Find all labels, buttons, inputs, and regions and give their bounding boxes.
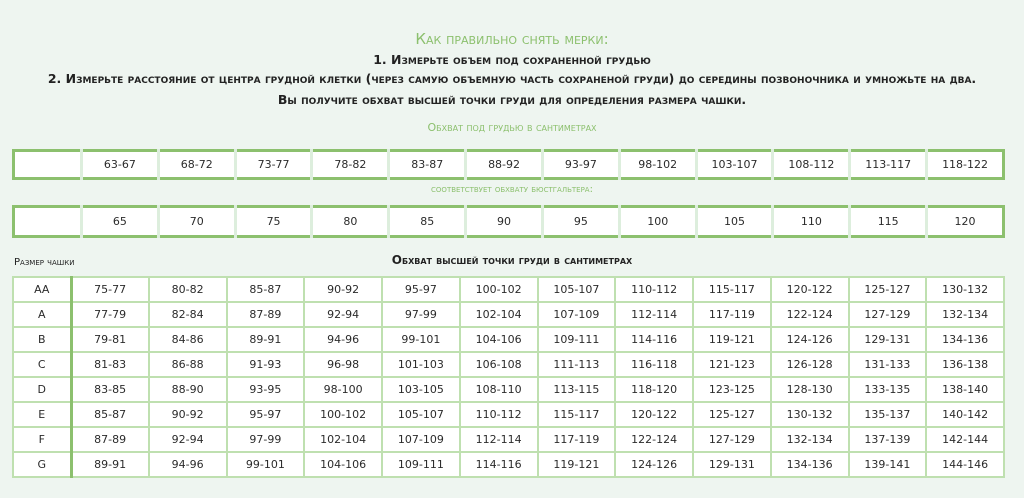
bust-range-cell: 106-108: [460, 352, 538, 377]
underbust-row: [14, 151, 1004, 179]
bust-range-cell: 89-91: [227, 327, 305, 352]
cup-size-cell: A: [13, 302, 71, 327]
bust-range-cell: 123-125: [693, 377, 771, 402]
underbust-cell: 83-87: [389, 151, 466, 179]
bust-range-cell: 129-131: [693, 452, 771, 477]
bust-range-cell: 132-134: [771, 427, 849, 452]
bust-range-cell: 95-97: [382, 277, 460, 302]
bust-range-cell: 130-132: [771, 402, 849, 427]
bust-range-cell: 99-101: [227, 452, 305, 477]
bust-range-cell: 119-121: [693, 327, 771, 352]
band-table: [12, 205, 1005, 238]
bust-range-cell: 114-116: [460, 452, 538, 477]
cup-size-cell: E: [13, 402, 71, 427]
bust-range-cell: 127-129: [849, 302, 927, 327]
instruction-step-3: Вы получите обхват высшей точки груди для определения размера чашки.: [277, 92, 747, 107]
bust-range-cell: 117-119: [693, 302, 771, 327]
bust-range-cell: 90-92: [149, 402, 227, 427]
band-size-cell: 85: [389, 207, 466, 237]
bust-range-cell: 142-144: [926, 427, 1004, 452]
band-size-cell: 65: [82, 207, 159, 237]
bust-range-cell: 127-129: [693, 427, 771, 452]
underbust-label: Обхват под грудью в сантиметрах: [427, 121, 597, 134]
bust-range-cell: 96-98: [304, 352, 382, 377]
bust-range-cell: 77-79: [71, 302, 149, 327]
underbust-cell: 63-67: [82, 151, 159, 179]
band-size-cell: 120: [954, 215, 976, 228]
bust-range-cell: 125-127: [849, 277, 927, 302]
table-row: [13, 377, 1004, 402]
bust-range-cell: 100-102: [460, 277, 538, 302]
band-label: соответствует обхвату бюстгальтера:: [431, 184, 593, 195]
bust-range-cell: 89-91: [71, 452, 149, 477]
bust-range-cell: 114-116: [615, 327, 693, 352]
blank-cell: [14, 207, 82, 237]
bust-range-cell: 85-87: [227, 277, 305, 302]
bust-range-cell: 121-123: [693, 352, 771, 377]
bust-range-cell: 84-86: [149, 327, 227, 352]
bust-range-cell: 109-111: [538, 327, 616, 352]
band-size-cell: 70: [158, 207, 235, 237]
band-size-cell: 105: [696, 207, 773, 237]
bust-range-cell: 133-135: [849, 377, 927, 402]
underbust-cell: 93-97: [542, 151, 619, 179]
underbust-cell: 103-107: [696, 151, 773, 179]
bust-range-cell: 144-146: [926, 452, 1004, 477]
bust-range-cell: 102-104: [460, 302, 538, 327]
bust-range-cell: 135-137: [849, 402, 927, 427]
underbust-cell: 68-72: [158, 151, 235, 179]
band-size-cell: 100: [619, 207, 696, 237]
band-size-cell: 115: [850, 207, 927, 237]
bust-range-cell: 103-105: [382, 377, 460, 402]
bust-range-cell: 113-115: [538, 377, 616, 402]
bust-range-cell: 94-96: [149, 452, 227, 477]
bust-range-cell: 139-141: [849, 452, 927, 477]
bust-range-cell: 81-83: [71, 352, 149, 377]
bust-range-cell: 87-89: [71, 427, 149, 452]
bust-range-cell: 105-107: [382, 402, 460, 427]
underbust-cell: 98-102: [619, 151, 696, 179]
band-size-cell: 90: [466, 207, 543, 237]
bust-range-cell: 110-112: [460, 402, 538, 427]
underbust-cell: 108-112: [773, 151, 850, 179]
bust-range-cell: 83-85: [71, 377, 149, 402]
underbust-cell: 113-117: [850, 151, 927, 179]
bust-range-cell: 92-94: [149, 427, 227, 452]
underbust-cell: 78-82: [312, 151, 389, 179]
bust-range-cell: 134-136: [771, 452, 849, 477]
bust-range-cell: 128-130: [771, 377, 849, 402]
bust-range-cell: 93-95: [227, 377, 305, 402]
bust-range-cell: 132-134: [926, 302, 1004, 327]
underbust-cell: 118-122: [942, 158, 989, 171]
table-row: [13, 302, 1004, 327]
instruction-step-1: 1. Измерьте объем под сохраненной грудью: [373, 52, 651, 67]
underbust-cell: 73-77: [235, 151, 312, 179]
table-row: [13, 427, 1004, 452]
bust-range-cell: 112-114: [615, 302, 693, 327]
bust-range-cell: 75-77: [71, 277, 149, 302]
bust-range-cell: 102-104: [304, 427, 382, 452]
bust-range-cell: 118-120: [615, 377, 693, 402]
bust-range-cell: 87-89: [227, 302, 305, 327]
band-size-cell: 95: [542, 207, 619, 237]
table-row: [13, 402, 1004, 427]
bust-range-cell: 122-124: [771, 302, 849, 327]
bust-range-cell: 85-87: [71, 402, 149, 427]
bust-range-cell: 130-132: [926, 277, 1004, 302]
band-size-cell: 110: [773, 207, 850, 237]
bust-range-cell: 126-128: [771, 352, 849, 377]
bust-range-cell: 97-99: [382, 302, 460, 327]
bust-range-cell: 119-121: [538, 452, 616, 477]
bust-range-cell: 98-100: [304, 377, 382, 402]
bust-range-cell: 99-101: [382, 327, 460, 352]
cup-size-cell: C: [13, 352, 71, 377]
bust-range-cell: 120-122: [615, 402, 693, 427]
cup-size-cell: G: [13, 452, 71, 477]
band-row: [14, 207, 1004, 237]
underbust-cell: 88-92: [466, 151, 543, 179]
bust-range-cell: 134-136: [926, 327, 1004, 352]
cup-size-table: [12, 276, 1005, 478]
cup-size-cell: D: [13, 377, 71, 402]
bust-range-cell: 117-119: [538, 427, 616, 452]
bust-range-cell: 94-96: [304, 327, 382, 352]
bust-range-cell: 86-88: [149, 352, 227, 377]
bust-range-cell: 95-97: [227, 402, 305, 427]
bust-range-cell: 136-138: [926, 352, 1004, 377]
bust-range-cell: 125-127: [693, 402, 771, 427]
bust-range-cell: 131-133: [849, 352, 927, 377]
bust-range-cell: 108-110: [460, 377, 538, 402]
bust-range-cell: 82-84: [149, 302, 227, 327]
bust-header: Обхват высшей точки груди в сантиметрах: [391, 253, 633, 267]
bust-range-cell: 124-126: [615, 452, 693, 477]
bust-range-cell: 138-140: [926, 377, 1004, 402]
underbust-table: [12, 149, 1005, 180]
bust-range-cell: 124-126: [771, 327, 849, 352]
bust-range-cell: 110-112: [615, 277, 693, 302]
bust-range-cell: 92-94: [304, 302, 382, 327]
cup-size-cell: B: [13, 327, 71, 352]
bust-range-cell: 115-117: [538, 402, 616, 427]
bust-range-cell: 97-99: [227, 427, 305, 452]
bust-range-cell: 120-122: [771, 277, 849, 302]
table-row: [13, 452, 1004, 477]
bust-range-cell: 80-82: [149, 277, 227, 302]
bust-range-cell: 107-109: [382, 427, 460, 452]
bust-range-cell: 91-93: [227, 352, 305, 377]
cup-size-cell: AA: [13, 277, 71, 302]
bust-range-cell: 104-106: [460, 327, 538, 352]
bust-range-cell: 101-103: [382, 352, 460, 377]
band-size-cell: 75: [235, 207, 312, 237]
bust-range-cell: 137-139: [849, 427, 927, 452]
bust-range-cell: 111-113: [538, 352, 616, 377]
table-row: [13, 277, 1004, 302]
bust-range-cell: 90-92: [304, 277, 382, 302]
bust-range-cell: 112-114: [460, 427, 538, 452]
bust-range-cell: 122-124: [615, 427, 693, 452]
bust-range-cell: 105-107: [538, 277, 616, 302]
bust-range-cell: 116-118: [615, 352, 693, 377]
table-row: [13, 352, 1004, 377]
instructions-title: Как правильно снять мерки:: [415, 30, 609, 48]
cup-size-header: Размер чашки: [14, 257, 75, 268]
bust-range-cell: 140-142: [926, 402, 1004, 427]
instruction-step-2: 2. Измерьте расстояние от центра грудной клетки (через самую объемную часть сохраненой груди) до середины позвоночника и умножьте на два.: [47, 71, 977, 86]
bust-range-cell: 129-131: [849, 327, 927, 352]
blank-cell: [14, 151, 82, 179]
bust-range-cell: 104-106: [304, 452, 382, 477]
bust-range-cell: 79-81: [71, 327, 149, 352]
cup-size-cell: F: [13, 427, 71, 452]
bust-range-cell: 109-111: [382, 452, 460, 477]
bust-range-cell: 100-102: [304, 402, 382, 427]
table-row: [13, 327, 1004, 352]
bust-range-cell: 88-90: [149, 377, 227, 402]
bust-range-cell: 115-117: [693, 277, 771, 302]
bust-range-cell: 107-109: [538, 302, 616, 327]
band-size-cell: 80: [312, 207, 389, 237]
